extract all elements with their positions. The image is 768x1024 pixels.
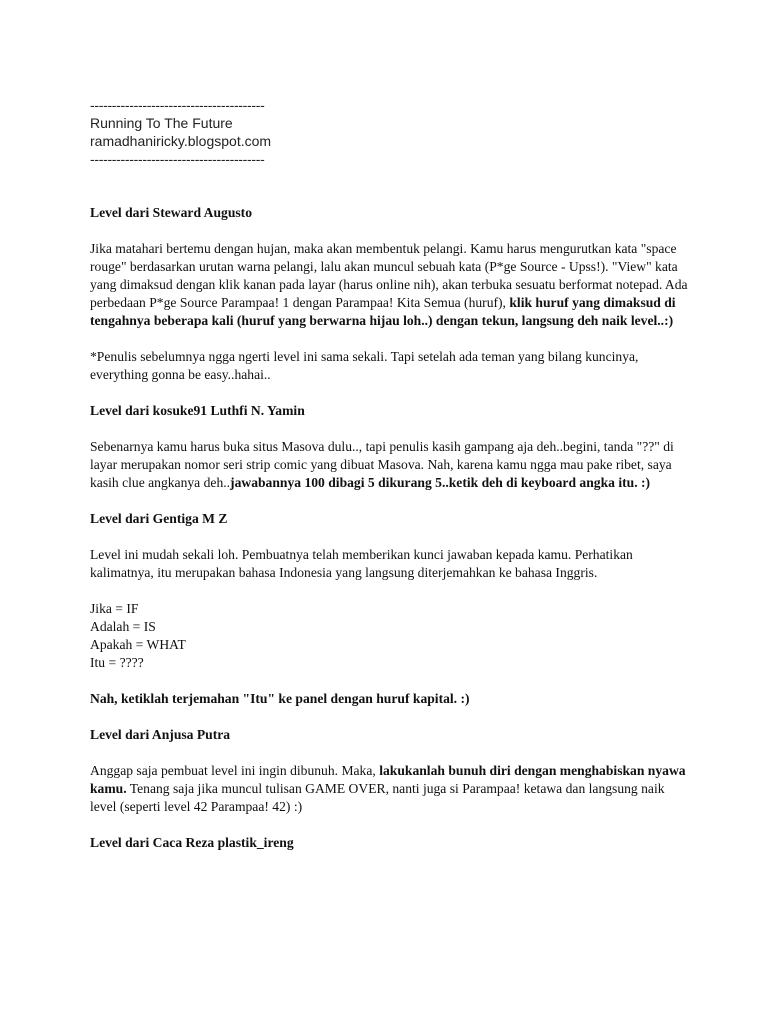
paragraph-note: *Penulis sebelumnya ngga ngerti level ini sama sekali. Tapi setelah ada teman yang bilang kuncinya, everything gonna be easy..hahai..: [90, 349, 639, 382]
paragraph-text: Jika matahari bertemu dengan hujan, maka akan membentuk pelangi. Kamu harus mengurutkan kata "space rouge" berdasarkan urutan warna pelangi, lalu akan muncul sebuah kata (P*ge Source - Upss!). "View" kata yang dimaksud dengan klik kanan pada layar (harus online nih), akan terbuka sesuatu berformat notepad. Ada perbedaan P*ge Source Parampaa! 1 dengan Parampaa! Kita Semua (huruf),: [90, 241, 688, 310]
blog-title: Running To The Future: [90, 115, 233, 131]
divider-top: ----------------------------------------: [90, 97, 265, 113]
section-heading-anjusa: Level dari Anjusa Putra: [90, 727, 231, 742]
paragraph-anjusa: [90, 762, 690, 816]
paragraph-bold-text: klik huruf yang dimaksud di tengahnya beberapa kali (huruf yang berwarna hijau loh..) dengan tekun, langsung deh naik level..:): [90, 295, 676, 328]
paragraph-gentiga: Level ini mudah sekali loh. Pembuatnya telah memberikan kunci jawaban kepada kamu. Perhatikan kalimatnya, itu merupakan bahasa Indonesia yang langsung diterjemahkan ke bahasa Inggris.: [90, 547, 633, 580]
divider-bottom: ----------------------------------------: [90, 151, 265, 167]
section-heading-gentiga: Level dari Gentiga M Z: [90, 511, 228, 526]
paragraph-steward: [90, 240, 690, 330]
paragraph-text: Tenang saja jika muncul tulisan GAME OVER, nanti juga si Parampaa! ketawa dan langsung naik level (seperti level 42 Parampaa! 42) :): [90, 781, 665, 814]
section-heading-kosuke: Level dari kosuke91 Luthfi N. Yamin: [90, 403, 305, 418]
section-heading-steward: Level dari Steward Augusto: [90, 205, 252, 220]
blog-url: ramadhaniricky.blogspot.com: [90, 133, 272, 149]
paragraph-bold-text: lakukanlah bunuh diri dengan menghabiskan nyawa kamu.: [90, 763, 686, 796]
list-item: Apakah = WHAT: [90, 637, 186, 652]
document-page: [90, 96, 690, 852]
blog-header: [90, 96, 690, 168]
paragraph-kosuke: [90, 438, 690, 492]
paragraph-text: Sebenarnya kamu harus buka situs Masova dulu.., tapi penulis kasih gampang aja deh..begini, tanda "??" di layar merupakan nomor seri strip comic yang dibuat Masova. Nah, karena kamu ngga mau pake ribet, saya kasih clue angkanya deh..: [90, 439, 674, 490]
paragraph-bold-text: jawabannya 100 dibagi 5 dikurang 5..ketik deh di keyboard angka itu. :): [230, 475, 651, 490]
list-item: Jika = IF: [90, 601, 139, 616]
section-heading-caca: Level dari Caca Reza plastik_ireng: [90, 835, 294, 850]
instruction-bold-line: Nah, ketiklah terjemahan "Itu" ke panel dengan huruf kapital. :): [90, 691, 470, 706]
paragraph-text: Anggap saja pembuat level ini ingin dibunuh. Maka,: [90, 763, 380, 778]
list-item: Itu = ????: [90, 655, 144, 670]
translation-list: [90, 600, 690, 672]
list-item: Adalah = IS: [90, 619, 156, 634]
